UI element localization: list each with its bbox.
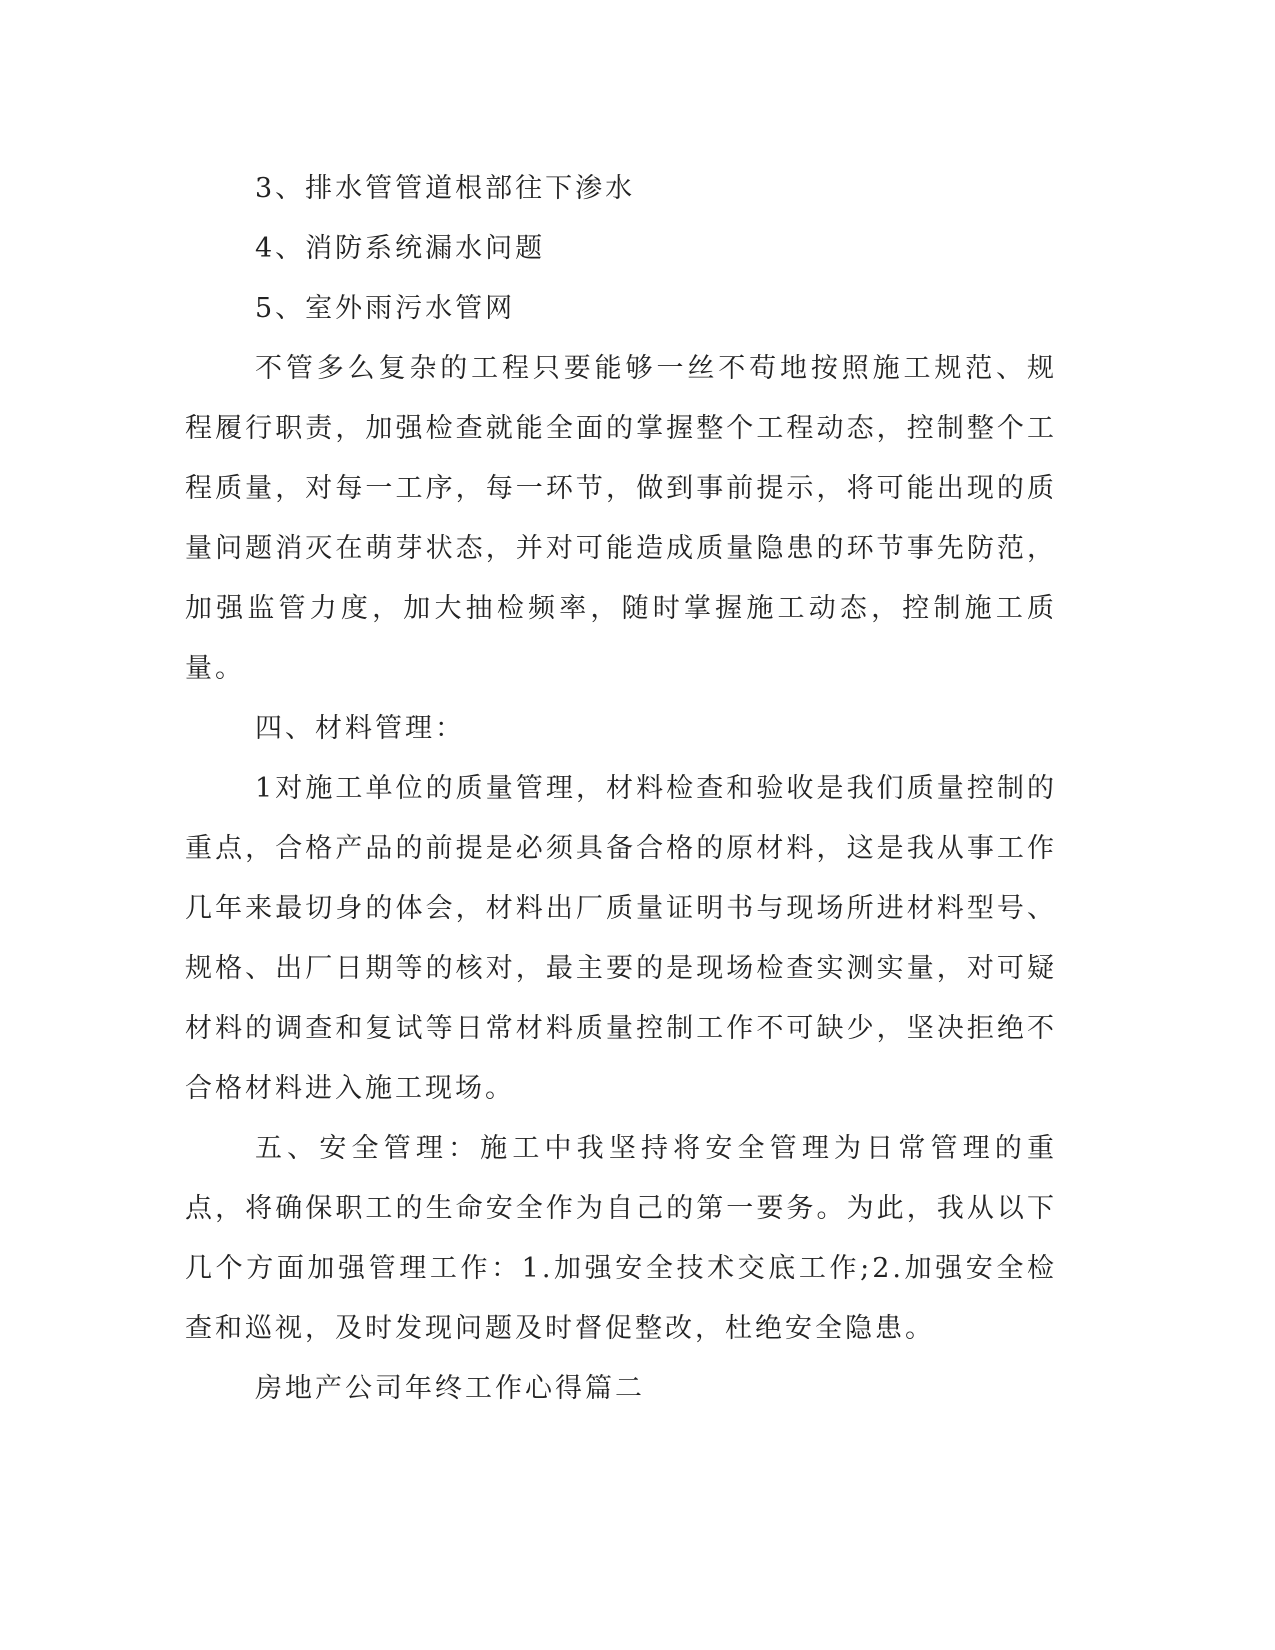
- document-body: [185, 159, 1057, 1419]
- paragraph-materials: 1对施工单位的质量管理，材料检查和验收是我们质量控制的重点，合格产品的前提是必须具备合格的原材料，这是我从事工作几年来最切身的体会，材料出厂质量证明书与现场所进材料型号、规格、出厂日期等的核对，最主要的是现场检查实测实量，对可疑材料的调查和复试等日常材料质量控制工作不可缺少，坚决拒绝不合格材料进入施工现场。: [185, 773, 1057, 1104]
- section-heading-materials: 四、材料管理：: [255, 713, 465, 744]
- list-item-drainage-seepage: 3、排水管管道根部往下渗水: [255, 173, 636, 204]
- section-heading-part-two: 房地产公司年终工作心得篇二: [255, 1373, 645, 1404]
- list-item-fire-system-leak: 4、消防系统漏水问题: [255, 233, 546, 264]
- paragraph-quality-control: 不管多么复杂的工程只要能够一丝不苟地按照施工规范、规程履行职责，加强检查就能全面的掌握整个工程动态，控制整个工程质量，对每一工序，每一环节，做到事前提示，将可能出现的质量问题消灭在萌芽状态，并对可能造成质量隐患的环节事先防范，加强监管力度，加大抽检频率，随时掌握施工动态，控制施工质量。: [185, 353, 1057, 684]
- list-item-outdoor-pipe-network: 5、室外雨污水管网: [255, 293, 516, 324]
- paragraph-safety: 五、安全管理：施工中我坚持将安全管理为日常管理的重点，将确保职工的生命安全作为自己的第一要务。为此，我从以下几个方面加强管理工作：1.加强安全技术交底工作;2.加强安全检查和巡视，及时发现问题及时督促整改，杜绝安全隐患。: [185, 1133, 1057, 1344]
